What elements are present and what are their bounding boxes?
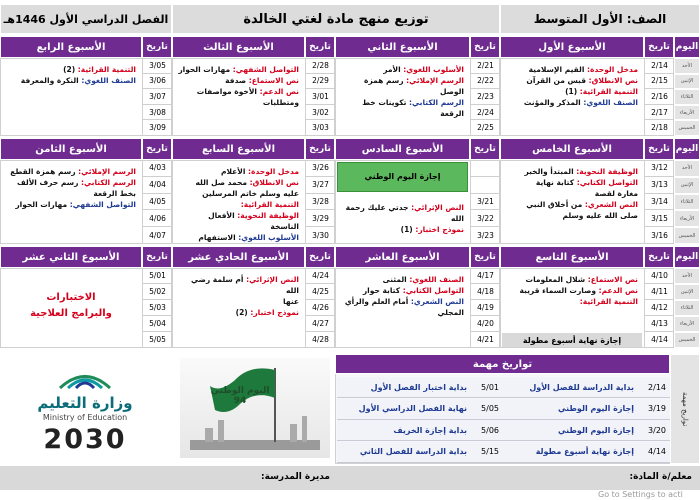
week-6-line-0 [341, 202, 464, 213]
week-7-line-0-seg-1: الأعلام [220, 167, 246, 176]
week-7-date-3: 3/29 [305, 210, 335, 227]
week-8-date-header: تاريخ [142, 138, 172, 160]
teacher-label: معلم/ة المادة: [629, 472, 692, 482]
week-11-line-2 [178, 307, 299, 318]
day-label-4: الخميس [674, 332, 700, 348]
week-8-line-1 [6, 177, 136, 188]
week-4-title: الأسبوع الرابع [0, 36, 142, 58]
day-label-0: الأحد [674, 160, 700, 177]
week-11-title: الأسبوع الحادي عشر [172, 246, 305, 268]
week-7-content [174, 164, 303, 244]
week-6-content [337, 200, 468, 244]
week-1-line-2 [506, 86, 638, 97]
week-9-line-0 [506, 274, 638, 285]
week-12-title: الأسبوع الثاني عشر [0, 246, 142, 268]
important-right-row-3 [503, 442, 670, 463]
week-11-date-header: تاريخ [305, 246, 335, 268]
week-12-line-1 [6, 306, 136, 322]
day-label-4: الخميس [674, 120, 700, 136]
grade-title: الصف: الأول المتوسط [500, 4, 700, 34]
day-label-2: الثلاثاء [674, 89, 700, 105]
week-11-date-3: 4/27 [305, 316, 335, 332]
week-9-date-3: 4/13 [644, 316, 674, 332]
week-1-date-0: 2/14 [644, 58, 674, 74]
week-11-date-4: 4/28 [305, 332, 335, 348]
important-left-date-1: 5/05 [481, 404, 499, 413]
week-5-date-header: تاريخ [644, 138, 674, 160]
important-dates-side-label: تواريخ مهمة [670, 354, 700, 464]
week-5-line-3 [506, 199, 638, 210]
page-title: توزيع منهج مادة لغتي الخالدة [172, 4, 500, 34]
week-7-line-5 [178, 232, 299, 243]
week-5-line-0-seg-0: الوظيفة النحوية: [573, 167, 638, 176]
day-label-2: الثلاثاء [674, 194, 700, 211]
important-right-text-1: إجازة اليوم الوطني [558, 404, 634, 413]
week-2-date-4: 2/25 [470, 120, 500, 136]
week-6-date-1 [470, 177, 500, 194]
week-12-line-0-seg-0: الاختبارات [46, 292, 96, 303]
week-11-line-2-seg-1: (2) [235, 308, 248, 317]
week-1-line-3-seg-1: المذكر والمؤنث [523, 98, 581, 107]
week-7-line-1-seg-0: نص الانطلاق: [247, 178, 299, 187]
day-label-3: الأربعاء [674, 105, 700, 121]
week-12-date-3: 5/04 [142, 316, 172, 332]
day-header: اليوم [674, 246, 700, 268]
important-left-row-3 [337, 442, 503, 463]
week-1-line-1-seg-0: نص الانطلاق: [586, 76, 638, 85]
important-left-text-2: بداية إجازة الخريف [393, 425, 467, 435]
week-7-line-0 [178, 166, 299, 177]
week-4-date-3: 3/08 [142, 105, 172, 121]
week-5-line-0 [506, 166, 638, 177]
activation-watermark: Go to Settings to acti [598, 490, 683, 499]
week-7-date-4: 3/30 [305, 227, 335, 244]
week-1-date-1: 2/15 [644, 74, 674, 90]
week-10-content [337, 272, 468, 348]
day-header: اليوم [674, 138, 700, 160]
week-10-line-2-seg-1: أمام العلم والرأي [344, 297, 409, 306]
week-2-line-0-seg-1: الأمر [383, 65, 401, 74]
week-2-date-header: تاريخ [470, 36, 500, 58]
week-1-line-3 [506, 97, 638, 108]
week-9-line-1-seg-1: وصارت السماء قريبة [519, 286, 596, 295]
week-7-title: الأسبوع السابع [172, 138, 305, 160]
week-9-title: الأسبوع التاسع [500, 246, 644, 268]
week-7-line-1 [178, 177, 299, 188]
national-day-text: اليوم الوطني 94 [210, 386, 270, 406]
week-9-line-1-seg-0: نص الدعم: [596, 286, 638, 295]
week-10-date-1: 4/18 [470, 284, 500, 300]
week-5-line-4 [506, 210, 638, 221]
week-4-line-1-seg-1: النكرة والمعرفة [20, 76, 79, 85]
vision-2030: 2030 [43, 424, 127, 455]
week-10-line-3 [341, 307, 464, 318]
week-7-line-0-seg-0: مدخل الوحدة: [245, 167, 299, 176]
week-7-line-1-seg-1: محمد صل الله [195, 178, 248, 187]
week-3-date-2: 3/01 [305, 89, 335, 105]
ministry-name-en: Ministry of Education [42, 413, 128, 422]
week-10-line-3-seg-0: المجلي [437, 308, 464, 317]
important-left-row-2 [337, 420, 503, 441]
week-3-line-1 [178, 75, 299, 86]
week-6-date-0 [470, 160, 500, 177]
week-1-date-header: تاريخ [644, 36, 674, 58]
week-11-date-2: 4/26 [305, 300, 335, 316]
week-1-line-2-seg-1: (1) [565, 87, 578, 96]
week-8-content [2, 164, 140, 244]
week-9-date-4: 4/14 [644, 332, 674, 348]
week-8-date-2: 4/05 [142, 194, 172, 211]
week-6-date-4: 3/23 [470, 227, 500, 244]
week-11-line-2-seg-0: نموذج اختبار: [247, 308, 299, 317]
week-8-line-0 [6, 166, 136, 177]
week-1-date-3: 2/17 [644, 105, 674, 121]
ministry-logo [15, 360, 155, 460]
week-7-line-2 [178, 188, 299, 199]
week-6-line-1-seg-0: الله [451, 214, 464, 223]
important-left-text-0: بداية اختبار الفصل الأول [370, 382, 467, 392]
week-5-content [502, 164, 642, 244]
week-7-date-header: تاريخ [305, 138, 335, 160]
important-left-date-2: 5/06 [481, 425, 499, 435]
week-5-line-2 [506, 188, 638, 199]
day-label-0: الأحد [674, 58, 700, 74]
week-1-line-3-seg-0: الصنف اللغوي: [580, 98, 638, 107]
week-8-line-0-seg-0: الرسم الإملائي: [75, 167, 136, 176]
week-6-line-1 [341, 213, 464, 224]
week-10-line-1 [341, 285, 464, 296]
week-5-date-4: 3/16 [644, 227, 674, 244]
week-2-date-0: 2/21 [470, 58, 500, 74]
important-right-date-0: 2/14 [648, 382, 666, 392]
week-10-line-2-seg-0: النص الشعري: [408, 297, 464, 306]
week-7-line-2-seg-0: عليه وسلم خاتم المرسلين [202, 189, 299, 198]
week-5-line-3-seg-1: من أخلاق النبي [526, 200, 583, 209]
day-label-4: الخميس [674, 227, 700, 244]
week-12-line-1-seg-0: والبرامج العلاجية [30, 308, 112, 319]
week-8-line-2 [6, 188, 136, 199]
week-6-date-3: 3/22 [470, 210, 500, 227]
week-8-date-1: 4/04 [142, 177, 172, 194]
flag-icon [180, 358, 330, 458]
week-3-line-2 [178, 86, 299, 97]
week-8-title: الأسبوع الثامن [0, 138, 142, 160]
day-label-1: الإثنين [674, 177, 700, 194]
ministry-emblem-icon [20, 360, 150, 395]
week-3-line-0-seg-0: التواصل الشفهي: [230, 65, 299, 74]
week-10-date-header: تاريخ [470, 246, 500, 268]
week-1-content [502, 62, 642, 136]
week-7-line-5-seg-1: الاستفهام [198, 233, 236, 242]
week-7-line-4-seg-1: الأفعال الناسخة [208, 211, 299, 231]
week-2-line-1-seg-1: رسم همزة الوصل [364, 76, 464, 96]
important-left-text-1: نهاية الفصل الدراسي الأول [358, 404, 467, 413]
week-10-date-4: 4/21 [470, 332, 500, 348]
week-3-line-1-seg-1: صدفة [225, 76, 247, 85]
week-8-line-3-seg-0: التواصل الشفهي: [67, 200, 136, 209]
week-8-line-2-seg-0: بخط الرقعة [93, 189, 136, 198]
week-2-line-1 [341, 75, 464, 97]
week-5-line-4-seg-0: صلى الله عليه وسلم [562, 211, 638, 220]
week-5-title: الأسبوع الخامس [500, 138, 644, 160]
week-9-date-1: 4/11 [644, 284, 674, 300]
week-8-line-3-seg-1: مهارات الحوار [15, 200, 68, 209]
week-9-line-2-seg-0: التنمية القرائية: [579, 297, 638, 306]
holiday-national-day: إجازة اليوم الوطني [337, 162, 468, 192]
week-1-line-0-seg-0: مدخل الوحدة: [584, 65, 638, 74]
week-7-line-5-seg-0: الأسلوب اللغوي: [235, 233, 299, 242]
week-3-date-0: 2/28 [305, 58, 335, 74]
footer-bar [0, 466, 700, 490]
week-6-date-header: تاريخ [470, 138, 500, 160]
week-6-title: الأسبوع السادس [335, 138, 470, 160]
week-11-line-0 [178, 274, 299, 296]
important-left-row-0 [337, 377, 503, 398]
week-2-content [337, 62, 468, 136]
week-1-date-4: 2/18 [644, 120, 674, 136]
week-5-line-1-seg-1: كتابة نهاية [535, 178, 575, 187]
week-2-line-0 [341, 64, 464, 75]
week-3-date-1: 2/29 [305, 74, 335, 90]
week-10-line-1-seg-1: كتابة حوار [362, 286, 401, 295]
day-label-1: الإثنين [674, 284, 700, 300]
week-6-line-2-seg-0: نموذج اختبار: [412, 225, 464, 234]
week-8-line-0-seg-1: رسم همزة القطع [10, 167, 76, 176]
week-3-line-1-seg-0: نص الاستماع: [246, 76, 299, 85]
week-6-line-0-seg-0: النص الإثرائي: [408, 203, 464, 212]
week-1-line-1 [506, 75, 638, 86]
week-10-line-0 [341, 274, 464, 285]
week-7-line-4-seg-0: الوظيفة النحوية: [234, 211, 299, 220]
week-11-date-1: 4/25 [305, 284, 335, 300]
week-3-line-0 [178, 64, 299, 75]
important-left-date-0: 5/01 [481, 382, 499, 392]
week-5-date-3: 3/15 [644, 210, 674, 227]
week-3-date-3: 3/02 [305, 105, 335, 121]
week-4-date-1: 3/06 [142, 74, 172, 90]
week-5-line-1-seg-0: التواصل الكتابي: [574, 178, 638, 187]
week-10-date-3: 4/20 [470, 316, 500, 332]
week-4-line-0 [6, 64, 136, 75]
week-11-content [174, 272, 303, 348]
week-11-line-0-seg-0: النص الإثرائي: [243, 275, 299, 284]
week-6-line-2 [341, 224, 464, 235]
week-6-line-0-seg-1: جدتي عليك رحمة [345, 203, 409, 212]
important-right-row-0 [503, 377, 670, 398]
week-9-date-0: 4/10 [644, 268, 674, 284]
principal-label: مديرة المدرسة: [261, 472, 330, 482]
week-1-line-0 [506, 64, 638, 75]
week-10-line-0-seg-0: الصنف اللغوي: [406, 275, 464, 284]
week-3-title: الأسبوع الثالث [172, 36, 305, 58]
important-right-date-1: 3/19 [648, 404, 666, 413]
week-10-date-0: 4/17 [470, 268, 500, 284]
week-9-line-0-seg-1: شلال المعلومات [525, 275, 586, 284]
week-3-date-4: 3/03 [305, 120, 335, 136]
week-11-date-0: 4/24 [305, 268, 335, 284]
week-7-date-1: 3/27 [305, 177, 335, 194]
week-2-line-2 [341, 97, 464, 119]
week-5-line-3-seg-0: النص الشعري: [582, 200, 638, 209]
important-right-row-1 [503, 399, 670, 420]
week-11-line-0-seg-1: أم سلمة رضي الله [191, 275, 299, 295]
week-6-date-2: 3/21 [470, 194, 500, 211]
important-left-row-1 [337, 399, 503, 420]
week-11-line-1-seg-0: عنها [283, 297, 299, 306]
week-9-line-0-seg-0: نص الاستماع: [585, 275, 638, 284]
week-3-line-2-seg-0: نص الدعم: [257, 87, 299, 96]
week-3-line-0-seg-1: مهارات الحوار [178, 65, 231, 74]
week-11-line-1 [178, 296, 299, 307]
week-4-date-4: 3/09 [142, 120, 172, 136]
week-3-line-3-seg-0: ومتطلبات [262, 98, 299, 107]
week-2-title: الأسبوع الثاني [335, 36, 470, 58]
week-2-date-1: 2/22 [470, 74, 500, 90]
week-1-line-2-seg-0: التنمية القرائية: [577, 87, 638, 96]
week-10-line-1-seg-0: التواصل الكتابي: [400, 286, 464, 295]
week-9-line-1 [506, 285, 638, 296]
week-4-date-header: تاريخ [142, 36, 172, 58]
important-right-row-2 [503, 420, 670, 441]
week-4-line-0-seg-0: التنمية القرائية: [75, 65, 136, 74]
week-3-line-2-seg-1: الأخوة مواصفات [196, 87, 257, 96]
important-right-date-2: 3/20 [648, 425, 666, 435]
day-label-3: الأربعاء [674, 210, 700, 227]
week-1-title: الأسبوع الأول [500, 36, 644, 58]
week-12-date-0: 5/01 [142, 268, 172, 284]
week-12-content [2, 272, 140, 348]
week-7-date-0: 3/26 [305, 160, 335, 177]
week-3-line-3 [178, 97, 299, 108]
important-left-text-3: بداية الدراسة للفصل الثاني [359, 447, 467, 456]
week-9-date-header: تاريخ [644, 246, 674, 268]
week-2-line-1-seg-0: الرسم الإملائي: [403, 76, 464, 85]
week-7-line-3-seg-0: التنمية القرائية: [240, 200, 299, 209]
week-5-line-2-seg-0: مغارة لقصة [594, 189, 638, 198]
week-2-line-0-seg-0: الأسلوب اللغوي: [400, 65, 464, 74]
week-1-date-2: 2/16 [644, 89, 674, 105]
week-12-date-4: 5/05 [142, 332, 172, 348]
week-3-content [174, 62, 303, 136]
week-4-line-0-seg-1: (2) [63, 65, 76, 74]
day-label-0: الأحد [674, 268, 700, 284]
week-2-date-2: 2/23 [470, 89, 500, 105]
week-10-date-2: 4/19 [470, 300, 500, 316]
week-4-line-1-seg-0: الصنف اللغوي: [78, 76, 136, 85]
week-12-date-1: 5/02 [142, 284, 172, 300]
week-12-line-0 [6, 290, 136, 306]
day-header: اليوم [674, 36, 700, 58]
week-3-date-header: تاريخ [305, 36, 335, 58]
term-title: الفصل الدراسي الأول 1446هـ [0, 4, 172, 34]
important-right-date-3: 4/14 [648, 447, 666, 456]
week-4-date-0: 3/05 [142, 58, 172, 74]
week-5-date-0: 3/12 [644, 160, 674, 177]
week-6-line-2-seg-1: (1) [400, 225, 413, 234]
week-7-line-3 [178, 199, 299, 210]
week-2-line-2-seg-1: تكوينات خط الرقعة [362, 98, 464, 118]
week-10-title: الأسبوع العاشر [335, 246, 470, 268]
ministry-name-ar: وزارة التعليم [37, 394, 133, 412]
week-7-line-4 [178, 210, 299, 232]
day-label-2: الثلاثاء [674, 300, 700, 316]
week-9-line-2 [506, 296, 638, 307]
national-day-image [180, 358, 330, 458]
week-2-date-3: 2/24 [470, 105, 500, 121]
important-dates-title: تواريخ مهمة [335, 354, 670, 374]
week-4-line-1 [6, 75, 136, 86]
important-right-text-2: إجازة اليوم الوطني [558, 425, 634, 435]
week-5-line-1 [506, 177, 638, 188]
day-label-1: الإثنين [674, 74, 700, 90]
important-left-date-3: 5/15 [481, 447, 499, 456]
week-12-date-2: 5/03 [142, 300, 172, 316]
week-8-line-3 [6, 199, 136, 210]
week-5-date-2: 3/14 [644, 194, 674, 211]
week-4-content [2, 62, 140, 136]
week-2-line-2-seg-0: الرسم الكتابي: [406, 98, 464, 107]
week-10-line-0-seg-1: المثنى [382, 275, 407, 284]
week-4-date-2: 3/07 [142, 89, 172, 105]
week-5-line-0-seg-1: المبتدأ والخبر [524, 167, 574, 176]
week-9-date-2: 4/12 [644, 300, 674, 316]
week-8-date-4: 4/07 [142, 227, 172, 244]
week-8-date-0: 4/03 [142, 160, 172, 177]
week-7-date-2: 3/28 [305, 194, 335, 211]
week-1-line-0-seg-1: القيم الإسلامية [528, 65, 585, 74]
week-8-date-3: 4/06 [142, 210, 172, 227]
important-right-text-0: بداية الدراسة للفصل الأول [529, 382, 634, 392]
week-8-line-1-seg-0: الرسم الكتابي: [78, 178, 136, 187]
important-right-text-3: إجازة نهاية أسبوع مطولة [535, 447, 634, 456]
week-12-date-header: تاريخ [142, 246, 172, 268]
week-1-line-1-seg-1: قبس من القرآن [526, 76, 587, 85]
holiday-long-weekend: إجازة نهاية أسبوع مطولة [502, 333, 642, 347]
week-8-line-1-seg-1: رسم حرف الألف [16, 178, 79, 187]
day-label-3: الأربعاء [674, 316, 700, 332]
week-10-line-2 [341, 296, 464, 307]
week-5-date-1: 3/13 [644, 177, 674, 194]
